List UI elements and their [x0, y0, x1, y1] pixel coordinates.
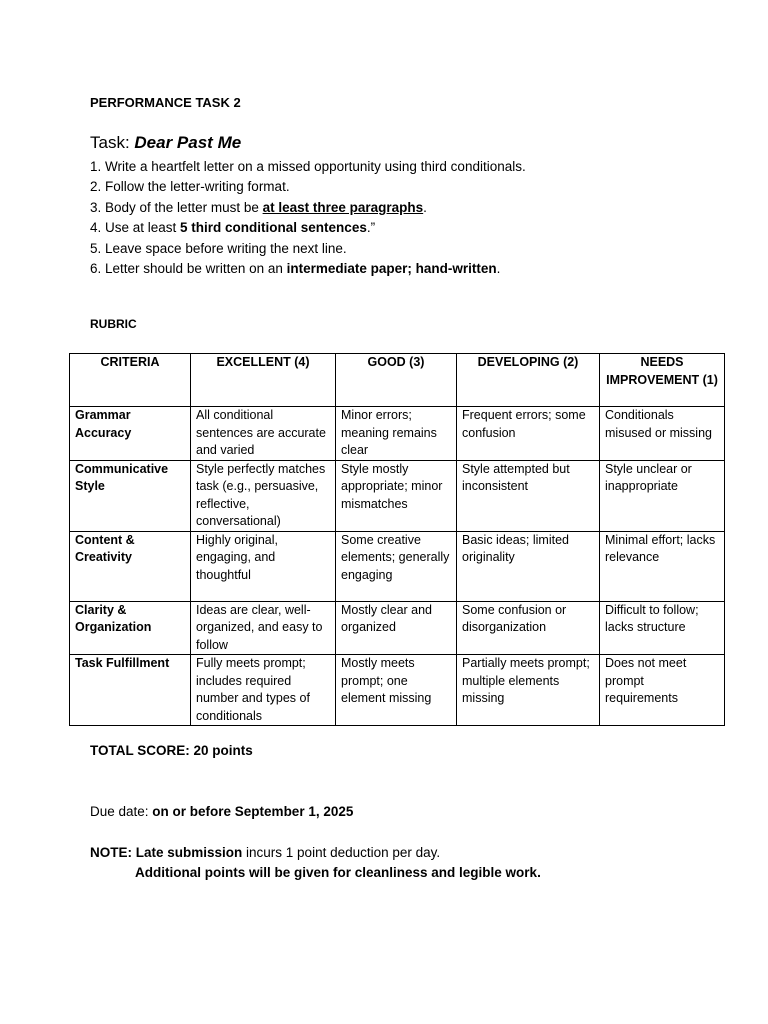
- col-header-good: GOOD (3): [336, 354, 457, 407]
- table-cell: Ideas are clear, well-organized, and easy to follow: [191, 601, 336, 655]
- task-title: [90, 133, 241, 153]
- table-cell: Style perfectly matches task (e.g., persuasive, reflective, conversational): [191, 460, 336, 531]
- task-name: Dear Past Me: [134, 133, 242, 152]
- rubric-header-row: [70, 354, 725, 407]
- table-row: [70, 407, 725, 461]
- table-cell: Difficult to follow; lacks structure: [600, 601, 725, 655]
- criteria-cell: Content & Creativity: [70, 531, 191, 601]
- additional-points-note: Additional points will be given for cleanliness and legible work.: [135, 865, 541, 880]
- instruction-item: 6. Letter should be written on an intermediate paper; hand-written.: [90, 261, 501, 277]
- instruction-item: 2. Follow the letter-writing format.: [90, 179, 290, 195]
- criteria-cell: Task Fulfillment: [70, 655, 191, 726]
- note-label: NOTE:: [90, 845, 136, 860]
- table-cell: Partially meets prompt; multiple elements missing: [457, 655, 600, 726]
- table-cell: Some creative elements; generally engaging: [336, 531, 457, 601]
- note-text: incurs 1 point deduction per day.: [242, 845, 441, 860]
- rubric-table: [69, 353, 725, 726]
- instruction-list: [90, 157, 526, 279]
- due-date: [90, 804, 353, 819]
- document-heading: PERFORMANCE TASK 2: [90, 95, 241, 110]
- instruction-item: 3. Body of the letter must be at least three paragraphs.: [90, 199, 427, 215]
- task-label: Task:: [90, 133, 135, 152]
- table-cell: Does not meet prompt requirements: [600, 655, 725, 726]
- table-row: [70, 601, 725, 655]
- table-cell: Some confusion or disorganization: [457, 601, 600, 655]
- col-header-developing: DEVELOPING (2): [457, 354, 600, 407]
- table-row: [70, 655, 725, 726]
- criteria-cell: Clarity & Organization: [70, 601, 191, 655]
- table-cell: Style mostly appropriate; minor mismatches: [336, 460, 457, 531]
- table-cell: Frequent errors; some confusion: [457, 407, 600, 461]
- table-cell: Conditionals misused or missing: [600, 407, 725, 461]
- table-cell: Basic ideas; limited originality: [457, 531, 600, 601]
- table-cell: Fully meets prompt; includes required number and types of conditionals: [191, 655, 336, 726]
- instruction-item: 1. Write a heartfelt letter on a missed opportunity using third conditionals.: [90, 159, 526, 174]
- table-cell: Style attempted but inconsistent: [457, 460, 600, 531]
- table-row: [70, 531, 725, 601]
- instruction-item: 5. Leave space before writing the next line.: [90, 240, 347, 256]
- instruction-item: 4. Use at least 5 third conditional sentences.”: [90, 220, 376, 236]
- criteria-cell: Grammar Accuracy: [70, 407, 191, 461]
- table-cell: Minimal effort; lacks relevance: [600, 531, 725, 601]
- rubric-label: RUBRIC: [90, 317, 137, 331]
- col-header-excellent: EXCELLENT (4): [191, 354, 336, 407]
- table-cell: Mostly meets prompt; one element missing: [336, 655, 457, 726]
- total-score: TOTAL SCORE: 20 points: [90, 743, 253, 758]
- due-date-value: on or before September 1, 2025: [152, 804, 354, 819]
- criteria-cell: Communicative Style: [70, 460, 191, 531]
- late-note: [90, 845, 440, 860]
- col-header-criteria: CRITERIA: [70, 354, 191, 407]
- table-row: [70, 460, 725, 531]
- col-header-needs-improvement: NEEDS IMPROVEMENT (1): [600, 354, 725, 407]
- table-cell: Highly original, engaging, and thoughtful: [191, 531, 336, 601]
- note-emphasis: Late submission: [135, 845, 243, 860]
- due-date-label: Due date:: [90, 804, 153, 819]
- table-cell: All conditional sentences are accurate and varied: [191, 407, 336, 461]
- table-cell: Minor errors; meaning remains clear: [336, 407, 457, 461]
- table-cell: Mostly clear and organized: [336, 601, 457, 655]
- table-cell: Style unclear or inappropriate: [600, 460, 725, 531]
